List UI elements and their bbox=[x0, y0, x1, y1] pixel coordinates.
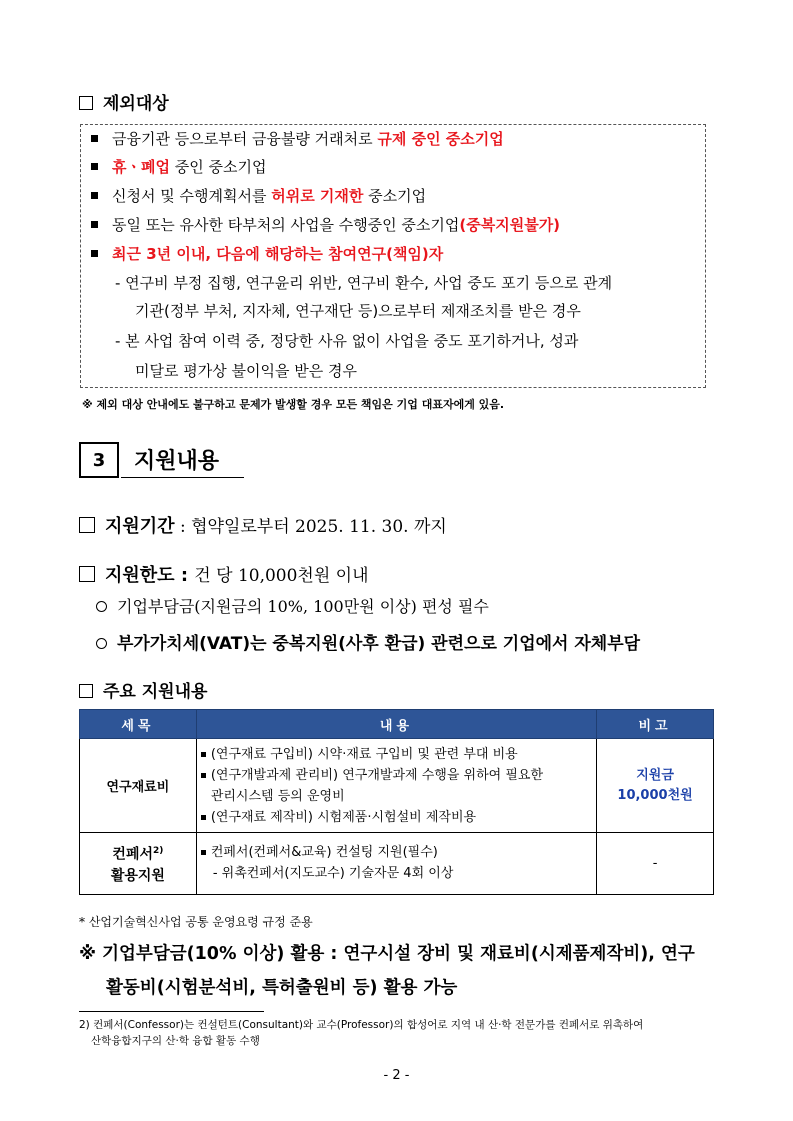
bullet-square-icon bbox=[91, 221, 98, 228]
exclusion-heading: 제외대상 bbox=[79, 89, 169, 114]
bullet-square-icon bbox=[201, 752, 206, 757]
main-support-heading: 주요 지원내용 bbox=[79, 677, 207, 702]
exclusion-subline-4: 미달로 평가상 불이익을 받은 경우 bbox=[135, 362, 357, 380]
checkbox-square-icon bbox=[79, 684, 93, 698]
circle-bullet-icon bbox=[96, 601, 107, 612]
support-limit: 지원한도 : 건 당 10,000천원 이내 bbox=[79, 561, 369, 587]
row2-memo: - bbox=[597, 833, 714, 895]
support-period: 지원기간 : 협약일로부터 2025. 11. 30. 까지 bbox=[79, 512, 447, 538]
exclusion-subline-2: 기관(정부 부처, 지자체, 연구재단 등)으로부터 제재조치를 받은 경우 bbox=[135, 302, 581, 320]
burden-note-line1: ※ 기업부담금(10% 이상) 활용 : 연구시설 장비 및 재료비(시제품제작비), 연구 bbox=[79, 944, 695, 964]
col-header-content: 내용 bbox=[196, 710, 596, 739]
section-title-underline bbox=[121, 477, 244, 478]
exclusion-note: ※ 제외 대상 안내에도 불구하고 문제가 발생할 경우 모든 책임은 기업 대표자에게 있음. bbox=[82, 398, 505, 411]
bullet-square-icon bbox=[91, 163, 98, 170]
list-item: (연구재료 제작비) 시험제품·시험설비 제작비용 bbox=[201, 807, 592, 828]
table-row bbox=[80, 739, 714, 833]
footnote-line1: 2) 컨페서(Confessor)는 컨설턴트(Consultant)와 교수(Professor)의 합성어로 지역 내 산·학 전문가를 컨페서로 위촉하여 bbox=[79, 1019, 644, 1031]
checkbox-square-icon bbox=[79, 96, 93, 110]
row1-category: 연구재료비 bbox=[80, 739, 197, 833]
checkbox-square-icon bbox=[79, 566, 95, 582]
section-number: 3 bbox=[79, 442, 119, 478]
circle-bullet-icon bbox=[96, 638, 107, 649]
burden-note-line2: 활동비(시험분석비, 특허출원비 등) 활용 가능 bbox=[106, 978, 458, 998]
row1-content bbox=[196, 739, 596, 833]
checkbox-square-icon bbox=[79, 517, 95, 533]
list-item: (연구개발과제 관리비) 연구개발과제 수행을 위하여 필요한 관리시스템 등의 운영비 bbox=[201, 765, 592, 807]
bullet-square-icon bbox=[201, 773, 206, 778]
bullet-square-icon bbox=[91, 192, 98, 199]
limit-sub-1: 기업부담금(지원금의 10%, 100만원 이상) 편성 필수 bbox=[96, 594, 489, 617]
bullet-square-icon bbox=[91, 135, 98, 142]
section-title: 지원내용 bbox=[134, 449, 220, 474]
exclusion-subline-3: - 본 사업 참여 이력 중, 정당한 사유 없이 사업을 중도 포기하거나, 성과 bbox=[115, 332, 579, 350]
support-table bbox=[79, 709, 714, 895]
bullet-square-icon bbox=[91, 250, 98, 257]
limit-sub-2: 부가가치세(VAT)는 중복지원(사후 환급) 관련으로 기업에서 자체부담 bbox=[96, 629, 640, 654]
exclusion-item-1: 금융기관 등으로부터 금융불량 거래처로 규제 중인 중소기업 bbox=[91, 128, 504, 149]
bullet-square-icon bbox=[201, 850, 206, 855]
footnote-separator bbox=[79, 1011, 264, 1012]
exclusion-subline-1: - 연구비 부정 집행, 연구윤리 위반, 연구비 환수, 사업 중도 포기 등으로 관계 bbox=[115, 274, 613, 292]
footnote-line2: 산학융합지구의 산·학 융합 활동 수행 bbox=[91, 1035, 260, 1047]
col-header-memo: 비고 bbox=[597, 710, 714, 739]
row2-content bbox=[196, 833, 596, 895]
exclusion-item-2: 휴ㆍ폐업 중인 중소기업 bbox=[91, 156, 266, 177]
exclusion-item-3: 신청서 및 수행계획서를 허위로 기재한 중소기업 bbox=[91, 185, 426, 206]
page-number: - 2 - bbox=[383, 1068, 410, 1083]
bullet-square-icon bbox=[201, 815, 206, 820]
col-header-category: 세목 bbox=[80, 710, 197, 739]
table-header-row bbox=[80, 710, 714, 739]
table-note: * 산업기술혁신사업 공통 운영요령 규정 준용 bbox=[79, 915, 313, 929]
exclusion-item-5: 최근 3년 이내, 다음에 해당하는 참여연구(책임)자 bbox=[91, 243, 443, 264]
exclusion-item-4: 동일 또는 유사한 타부처의 사업을 수행중인 중소기업(중복지원불가) bbox=[91, 214, 560, 235]
table-row bbox=[80, 833, 714, 895]
list-subitem: - 위촉컨페서(지도교수) 기술자문 4회 이상 bbox=[212, 866, 454, 881]
exclusion-box bbox=[80, 124, 706, 388]
list-item: (연구재료 구입비) 시약·재료 구입비 및 관련 부대 비용 bbox=[201, 744, 592, 765]
row2-category: 컨페서$^{2)}$ 활용지원 bbox=[80, 833, 197, 895]
list-item: 컨페서(컨페서&교육) 컨설팅 지원(필수) bbox=[201, 842, 592, 863]
row1-memo: 지원금 10,000천원 bbox=[597, 739, 714, 833]
